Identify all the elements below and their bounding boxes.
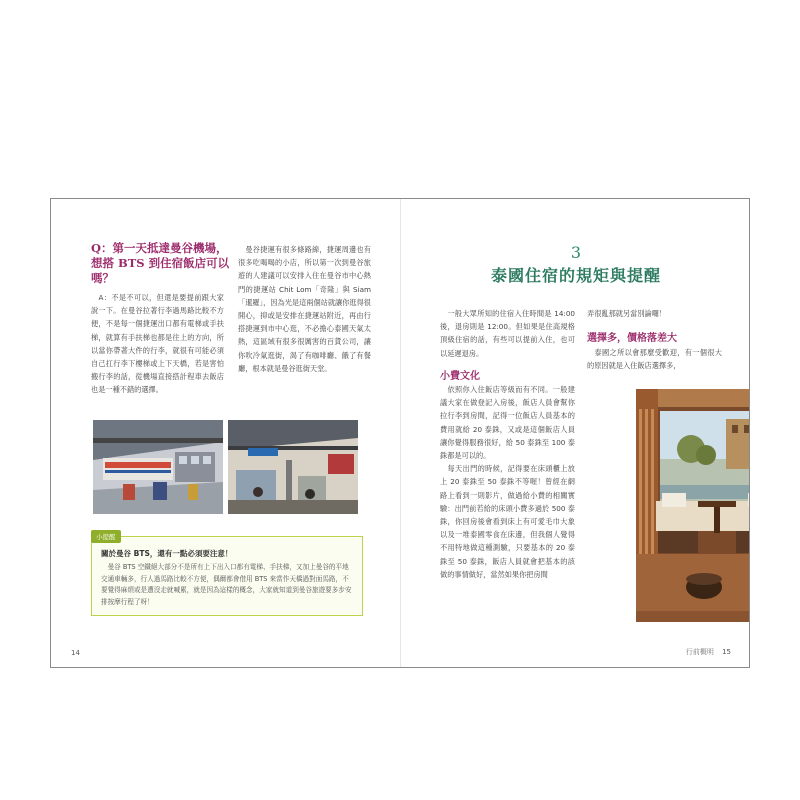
page-number-left: 14: [71, 649, 80, 657]
col-d-top-text: 弄很亂那就另當別論囉！: [587, 309, 667, 318]
bts-platform-photo: [228, 420, 358, 514]
subhead-tips: 小費文化: [440, 371, 480, 382]
right-page: [401, 199, 750, 667]
tip-text: 曼谷 BTS 空鐵絕大部分不是所有上下出入口都有電梯、手扶梯，又加上曼谷的平地交通車輛多，行人過馬路比較不方便，偶爾都會借用 BTS 來當作天橋過對面馬路，不要覺得麻煩或是遭沒走就喊累，就是因為這樣的概念，大家就知道到曼谷旅遊要多步安排按摩行程了呀！: [101, 563, 352, 606]
bts-station-photo: [93, 420, 223, 514]
tip-title: 關於曼谷 BTS，還有一點必須要注意！: [101, 549, 233, 558]
question-title: Q：第一天抵達曼谷機場，想搭 BTS 到住宿飯店可以嗎？: [91, 241, 230, 285]
page-number-right: 15: [722, 648, 731, 656]
section-label: 行前概明: [685, 648, 714, 656]
subhead-choice: 選擇多，價格落差大: [587, 333, 677, 344]
chapter-number: 3: [570, 243, 582, 262]
tip-badge: 小提醒: [91, 530, 121, 543]
column-b-text: 曼谷捷運有很多條路線，捷運周邊也有很多吃喝喝的小店，所以第一次到曼谷旅遊的人建議可以安排入住在曼谷市中心熱門的捷運站 Chit Lom「奇隆」與 Siam「暹羅」，因為光是這兩個站就讓你逛得很開心，抑或是安排在捷運站附近，再由行搭捷運到市中心逛，不必擔心泰國天氣太熱，這區域有很多很厲害的百貨公司，讓你吹冷氣逛街，渴了有咖啡廳、餓了有餐廳，根本就是曼谷逛街天堂。: [238, 245, 371, 373]
book-spread: [50, 198, 750, 668]
choice-text: 泰國之所以會那麼受歡迎，有一個很大的原因就是入住飯店選擇多，: [587, 348, 722, 371]
answer-text: A：不是不可以，但還是要提前跟大家說一下。在曼谷拉著行李過馬路比較不方便，不是每一個捷運出口都有電梯或手扶梯，就算有手扶梯也都是往上的方向，所以當你帶著大件的行李，就很有可能必須自己扛行李下樓梯或上下天橋，若是害怕搬行李的話，從機場直接搭計程車去飯店也是一種不錯的選擇。: [91, 293, 224, 395]
left-page: [51, 199, 400, 667]
intro-text: 一般大眾所知的住宿入住時間是 14:00 後，退房則是 12:00。但如果是住高規格頂級住宿的話，有些可以提前入住，也可以延遲退房。: [440, 309, 575, 358]
chapter-title: 泰國住宿的規矩與提醒: [490, 266, 661, 285]
tip-box: [91, 533, 363, 616]
bts-photos: [93, 420, 358, 514]
tips-text: 依照你入住飯店等級而有不同。一般建議大家在做登記入房後，飯店人員會幫你拉行李到房間，記得一位飯店人員基本的費用就給 20 泰銖，又或是這個飯店人員讓你覺得服務很好，給 50 泰銖至 100 泰銖都是可以的。 每天出門的時候，記得要在床頭櫃上放上 20 泰銖至 50 泰銖不等喔！曾經在網路上看到一則影片，做過給小費的相關實驗：出門前若給的床頭小費多過於 500 泰銖，你回房後會看到床上有可愛毛巾大象以及一堆泰國零食在床邊，但我個人覺得不用特地做這種測驗，只要基本的 20 泰銖至 50 泰銖，飯店人員就會把基本的該做的事情做好，當然如果你把房間: [440, 385, 575, 579]
page-footer-right: [686, 647, 731, 657]
hotel-lounge-photo: [636, 389, 750, 622]
